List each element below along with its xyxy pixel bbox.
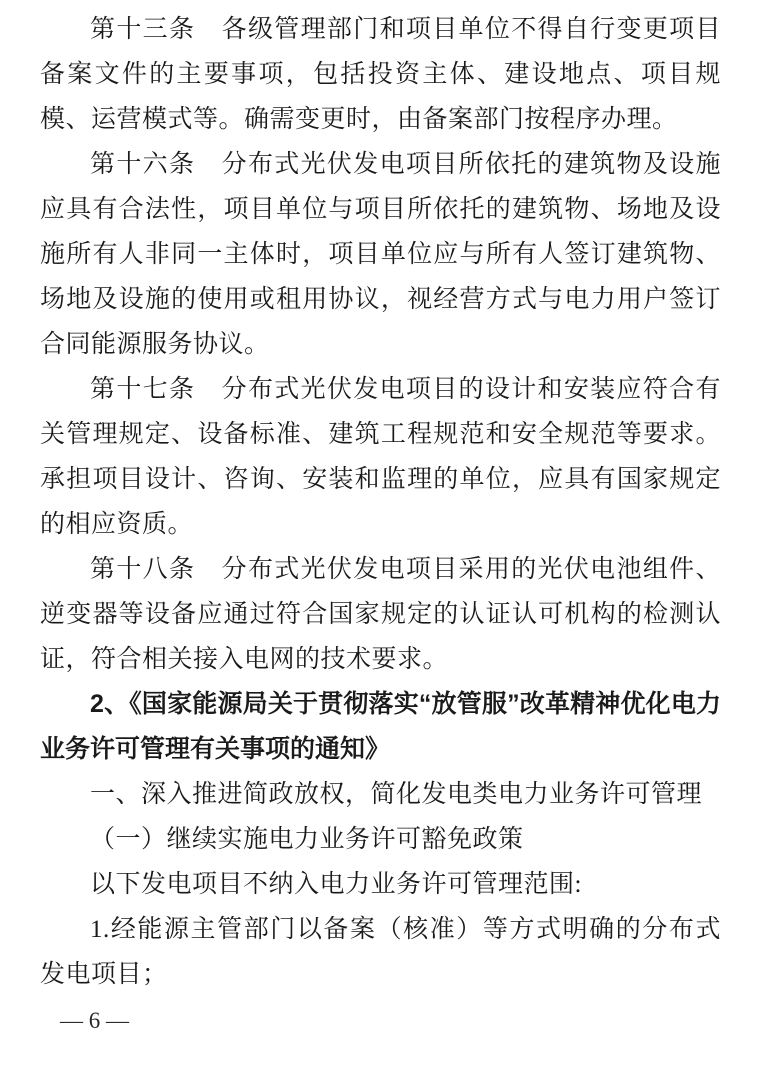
page-number: — 6 — [60,1008,129,1033]
paragraph-scope-intro: 以下发电项目不纳入电力业务许可管理范围: [90,871,582,898]
paragraph-item-1: 1.经能源主管部门以备案（核准）等方式明确的分布式发电项目； [40,916,721,988]
paragraph-article-18: 第十八条 分布式光伏发电项目采用的光伏电池组件、逆变器等设备应通过符合国家规定的认证认可机构的检测认证，符合相关接入电网的技术要求。 [40,556,721,673]
section-heading-notice-2: 2、《国家能源局关于贯彻落实“放管服”改革精神优化电力业务许可管理有关事项的通知》 [40,690,721,763]
paragraph-article-13: 第十三条 各级管理部门和项目单位不得自行变更项目备案文件的主要事项，包括投资主体、建设地点、项目规模、运营模式等。确需变更时，由备案部门按程序办理。 [40,16,721,133]
paragraph-article-17: 第十七条 分布式光伏发电项目的设计和安装应符合有关管理规定、设备标准、建筑工程规范和安全规范等要求。承担项目设计、咨询、安装和监理的单位，应具有国家规定的相应资质。 [40,376,721,538]
paragraph-article-16: 第十六条 分布式光伏发电项目所依托的建筑物及设施应具有合法性，项目单位与项目所依托的建筑物、场地及设施所有人非同一主体时，项目单位应与所有人签订建筑物、场地及设施的使用或租用协议，视经营方式与电力用户签订合同能源服务协议。 [40,151,721,358]
paragraph-subsection-1-1: （一）继续实施电力业务许可豁免政策 [90,826,524,853]
paragraph-section-1: 一、深入推进简政放权，简化发电类电力业务许可管理 [90,781,703,808]
